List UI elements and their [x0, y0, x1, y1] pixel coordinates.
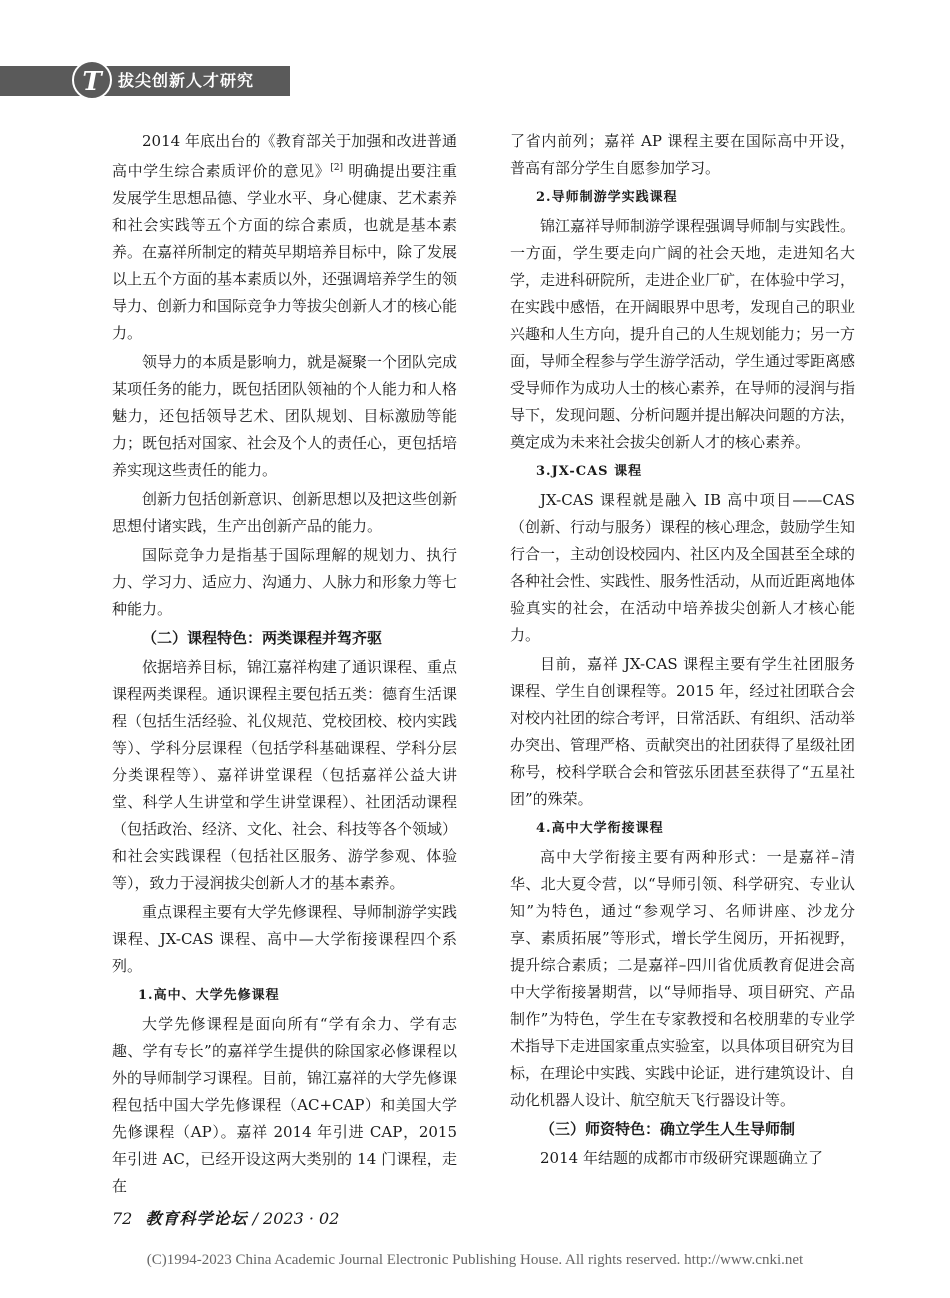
- paragraph: 国际竞争力是指基于国际理解的规划力、执行力、学习力、适应力、沟通力、人脉力和形象力等七种能力。: [112, 546, 458, 618]
- subsection-heading: 4.高中大学衔接课程: [536, 821, 664, 836]
- subsection-heading: 2.导师制游学实践课程: [536, 190, 678, 205]
- paragraph-text: 明确提出要注重发展学生思想品德、学业水平、身心健康、艺术素养和社会实践等五个方面的综合素质，也就是基本素养。在嘉祥所制定的精英早期培养目标中，除了发展以上五个方面的基本素质以外，还强调培养学生的领导力、创新力和国际竞争力等拔尖创新人才的核心能力。: [112, 162, 458, 342]
- paragraph: JX-CAS 课程就是融入 IB 高中项目——CAS（创新、行动与服务）课程的核心理念，鼓励学生知行合一，主动创设校园内、社区内及全国甚至全球的各种社会性、实践性、服务性活动，从而近距离地体验真实的社会，在活动中培养拔尖创新人才核心能力。: [510, 491, 856, 644]
- paragraph: 目前，嘉祥 JX-CAS 课程主要有学生社团服务课程、学生自创课程等。2015 年，经过社团联合会对校内社团的综合考评，日常活跃、有组织、活动举办突出、管理严格、贡献突出的社团获得了星级社团称号，校科学联合会和管弦乐团甚至获得了“五星社团”的殊荣。: [510, 655, 856, 808]
- paragraph: 大学先修课程是面向所有“学有余力、学有志趣、学有专长”的嘉祥学生提供的除国家必修课程以外的导师制学习课程。目前，锦江嘉祥的大学先修课程包括中国大学先修课程（AC+CAP）和美国大学先修课程（AP）。嘉祥 2014 年引进 CAP，2015 年引进 AC，已经开设这两大类别的 14 门课程，走在: [112, 1015, 458, 1195]
- paragraph-text: 2014 年底出台的《教育部关于加强和改进普通高中学生综合素质评价的意见》: [112, 132, 457, 180]
- paragraph: 锦江嘉祥导师制游学课程强调导师制与实践性。一方面，学生要走向广阔的社会天地，走进知名大学，走进科研院所，走进企业厂矿，在体验中学习，在实践中感悟，在开阔眼界中思考，发现自己的职业兴趣和人生方向，提升自己的人生规划能力；另一方面，导师全程参与学生游学活动，学生通过零距离感受导师作为成功人士的核心素养，在导师的浸润与指导下，发现问题、分析问题并提出解决问题的方法，奠定成为未来社会拔尖创新人才的核心素养。: [510, 217, 856, 451]
- paragraph: 高中大学衔接主要有两种形式：一是嘉祥–清华、北大夏令营，以“导师引领、科学研究、专业认知”为特色，通过“参观学习、名师讲座、沙龙分享、素质拓展”等形式，增长学生阅历，开拓视野，提升综合素质；二是嘉祥–四川省优质教育促进会高中大学衔接暑期营，以“导师指导、项目研究、产品制作”为特色，学生在专家教授和名校朋辈的专业学术指导下走进国家重点实验室，以具体项目研究为目标，在理论中实践、实践中论证，进行建筑设计、自动化机器人设计、航空航天飞行器设计等。: [510, 848, 856, 1109]
- subsection-heading: 3.JX-CAS 课程: [536, 464, 643, 479]
- copyright-notice: (C)1994-2023 China Academic Journal Electronic Publishing House. All rights reserved. http://www.cnki.net: [146, 1252, 804, 1268]
- paragraph: 重点课程主要有大学先修课程、导师制游学实践课程、JX-CAS 课程、高中—大学衔接课程四个系列。: [112, 903, 458, 975]
- paragraph: 了省内前列；嘉祥 AP 课程主要在国际高中开设，普高有部分学生自愿参加学习。: [510, 132, 855, 177]
- paragraph: [112, 128, 457, 347]
- section-heading: （二）课程特色：两类课程并驾齐驱: [142, 629, 383, 647]
- left-column: [112, 128, 457, 1202]
- section-heading: （三）师资特色：确立学生人生导师制: [540, 1120, 796, 1138]
- paragraph: 2014 年结题的成都市市级研究课题确立了: [540, 1149, 823, 1167]
- subsection-heading: 1.高中、大学先修课程: [138, 988, 280, 1003]
- paragraph: 领导力的本质是影响力，就是凝聚一个团队完成某项任务的能力，既包括团队领袖的个人能力和人格魅力，还包括领导艺术、团队规划、目标激励等能力；既包括对国家、社会及个人的责任心，更包括培养实现这些责任的能力。: [112, 353, 458, 479]
- reference-mark: [2]: [330, 163, 344, 173]
- issue-number: / 2023 · 02: [252, 1209, 340, 1228]
- page-footer: [112, 1206, 339, 1229]
- paragraph: 依据培养目标，锦江嘉祥构建了通识课程、重点课程两类课程。通识课程主要包括五类：德育生活课程（包括生活经验、礼仪规范、党校团校、校内实践等）、学科分层课程（包括学科基础课程、学科分层分类课程等）、嘉祥讲堂课程（包括嘉祥公益大讲堂、科学人生讲堂和学生讲堂课程）、社团活动课程（包括政治、经济、文化、社会、科技等各个领域）和社会实践课程（包括社区服务、游学参观、体验等），致力于浸润拔尖创新人才的基本素养。: [112, 658, 458, 892]
- right-column: [510, 128, 855, 1174]
- page-number: 72: [112, 1209, 133, 1228]
- section-title: 拔尖创新人才研究: [118, 71, 255, 90]
- journal-name: 教育科学论坛: [145, 1209, 248, 1228]
- paragraph: 创新力包括创新意识、创新思想以及把这些创新思想付诸实践，生产出创新产品的能力。: [112, 490, 458, 535]
- journal-logo-icon: T: [72, 60, 112, 100]
